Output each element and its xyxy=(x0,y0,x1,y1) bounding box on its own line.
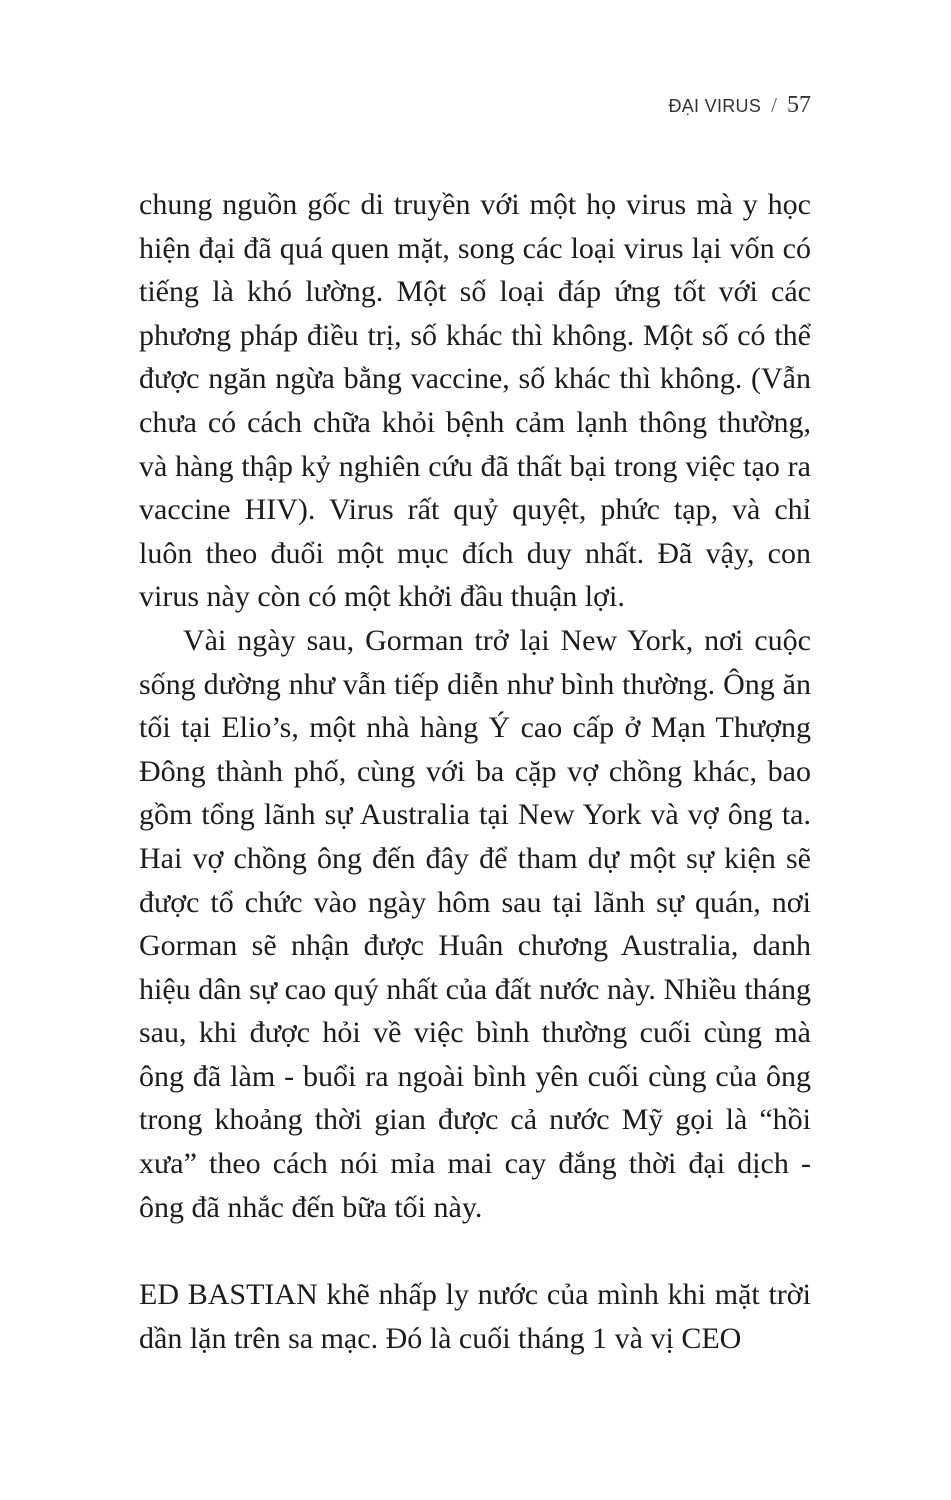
paragraph-gorman-dinner: Vài ngày sau, Gorman trở lại New York, nơi cuộc sống dường như vẫn tiếp diễn như bình thường. Ông ăn tối tại Elio’s, một nhà hàng Ý cao cấp ở Mạn Thượng Đông thành phố, cùng với ba cặp vợ chồng khác, bao gồm tổng lãnh sự Australia tại New York và vợ ông ta. Hai vợ chồng ông đến đây để tham dự một sự kiện sẽ được tổ chức vào ngày hôm sau tại lãnh sự quán, nơi Gorman sẽ nhận được Huân chương Australia, danh hiệu dân sự cao quý nhất của đất nước này. Nhiều tháng sau, khi được hỏi về việc bình thường cuối cùng mà ông đã làm - buổi ra ngoài bình yên cuối cùng của ông trong khoảng thời gian được cả nước Mỹ gọi là “hồi xưa” theo cách nói mỉa mai cay đắng thời đại dịch - ông đã nhắc đến bữa tối này. xyxy=(139,623,811,1224)
book-title: ĐẠI VIRUS xyxy=(668,96,762,116)
page-number: 57 xyxy=(787,92,811,118)
header-separator: / xyxy=(771,93,777,117)
body-text xyxy=(139,183,811,1360)
running-header xyxy=(668,92,811,119)
paragraph-ed-bastian: ED BASTIAN khẽ nhấp ly nước của mình khi mặt trời dần lặn trên sa mạc. Đó là cuối tháng 1 và vị CEO xyxy=(139,1278,811,1355)
paragraph-continuation: chung nguồn gốc di truyền với một họ virus mà y học hiện đại đã quá quen mặt, song các loại virus lại vốn có tiếng là khó lường. Một số loại đáp ứng tốt với các phương pháp điều trị, số khác thì không. Một số có thể được ngăn ngừa bằng vaccine, số khác thì không. (Vẫn chưa có cách chữa khỏi bệnh cảm lạnh thông thường, và hàng thập kỷ nghiên cứu đã thất bại trong việc tạo ra vaccine HIV). Virus rất quỷ quyệt, phức tạp, và chỉ luôn theo đuổi một mục đích duy nhất. Đã vậy, con virus này còn có một khởi đầu thuận lợi. xyxy=(139,188,811,614)
section-break xyxy=(139,1229,811,1273)
